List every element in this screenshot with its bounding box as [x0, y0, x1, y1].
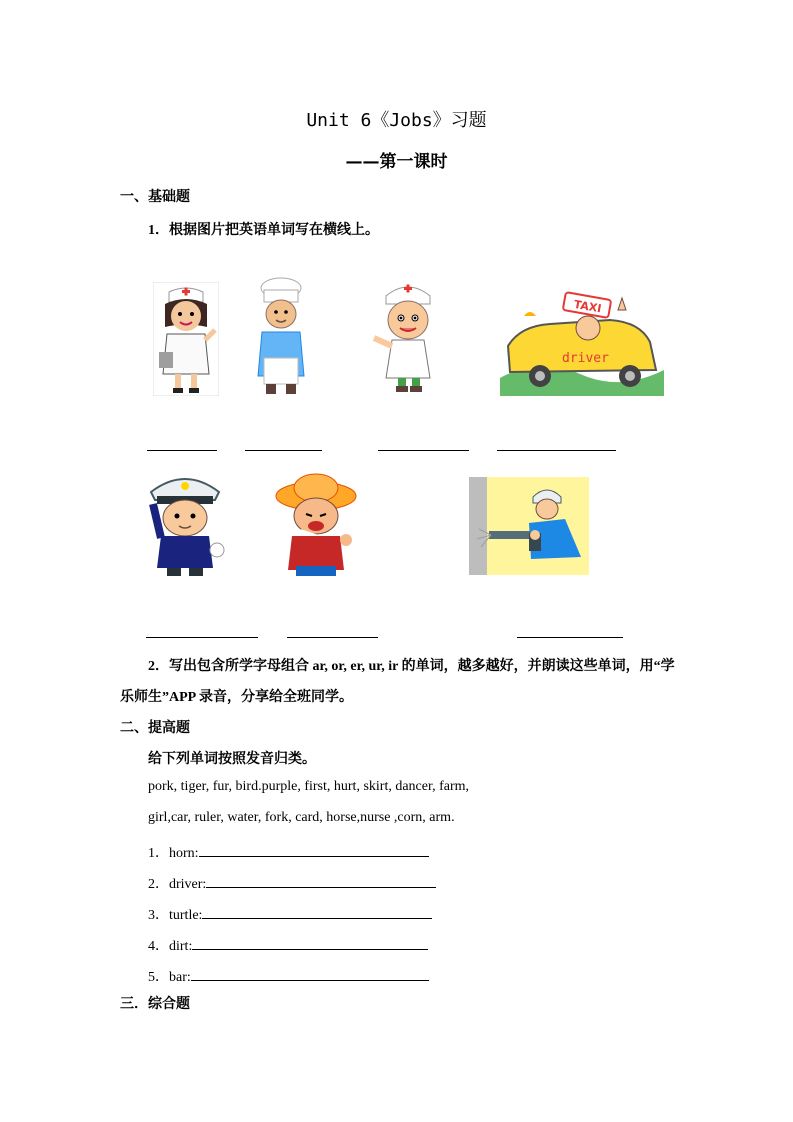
sort-item-1 [148, 842, 429, 862]
section-heading-advanced: 二、提高题 [120, 721, 190, 736]
sort-item-4-blank[interactable] [192, 937, 428, 950]
sort-item-1-label: 1．horn: [148, 846, 199, 861]
answer-line-4[interactable] [497, 450, 616, 451]
sort-item-3-blank[interactable] [202, 906, 432, 919]
sort-item-4-label: 4．dirt: [148, 939, 193, 954]
policeman-image [141, 468, 229, 576]
section-2-instruction: 给下列单词按照发音归类。 [148, 752, 316, 767]
section-heading-comprehensive: 三．综合题 [120, 997, 190, 1012]
answer-line-5[interactable] [146, 637, 258, 638]
sort-item-1-blank[interactable] [199, 844, 429, 857]
page-subtitle: ——第一课时 [345, 152, 448, 172]
sort-item-2-label: 2．driver: [148, 877, 207, 892]
sort-item-3-label: 3．turtle: [148, 908, 203, 923]
sort-item-5-label: 5．bar: [148, 970, 191, 985]
nurse-image [153, 282, 219, 396]
question-1-text: 1．根据图片把英语单词写在横线上。 [148, 223, 379, 238]
worker-image [469, 477, 589, 575]
answer-line-6[interactable] [287, 637, 378, 638]
answer-line-1[interactable] [147, 450, 217, 451]
page-title: Unit 6《Jobs》习题 [306, 110, 487, 131]
question-2-text-line1: 2．写出包含所学字母组合 ar, or, er, ur, ir 的单词，越多越好，并朗读这些单词，用“学 [148, 659, 675, 674]
taxi-sign-text: TAXI [572, 297, 603, 316]
word-list-line1: pork, tiger, fur, bird.purple, first, hurt, skirt, dancer, farm, [148, 779, 470, 794]
doctor-image [368, 278, 446, 394]
sort-item-5 [148, 966, 429, 986]
sort-item-2-blank[interactable] [206, 875, 436, 888]
sort-item-4 [148, 935, 428, 955]
driver-taxi-image [500, 286, 664, 396]
answer-line-2[interactable] [245, 450, 322, 451]
sort-item-5-blank[interactable] [191, 968, 429, 981]
section-heading-basic: 一、基础题 [120, 190, 190, 205]
word-list-line2: girl,car, ruler, water, fork, card, horse,nurse ,corn, arm. [148, 810, 455, 825]
cook-image [250, 276, 312, 396]
farmer-image [270, 470, 362, 578]
sort-item-2 [148, 873, 436, 893]
car-label-text: driver [562, 351, 609, 366]
answer-line-7[interactable] [517, 637, 623, 638]
question-2-text-line2: 乐师生”APP 录音，分享给全班同学。 [120, 690, 353, 705]
answer-line-3[interactable] [378, 450, 469, 451]
sort-item-3 [148, 904, 432, 924]
